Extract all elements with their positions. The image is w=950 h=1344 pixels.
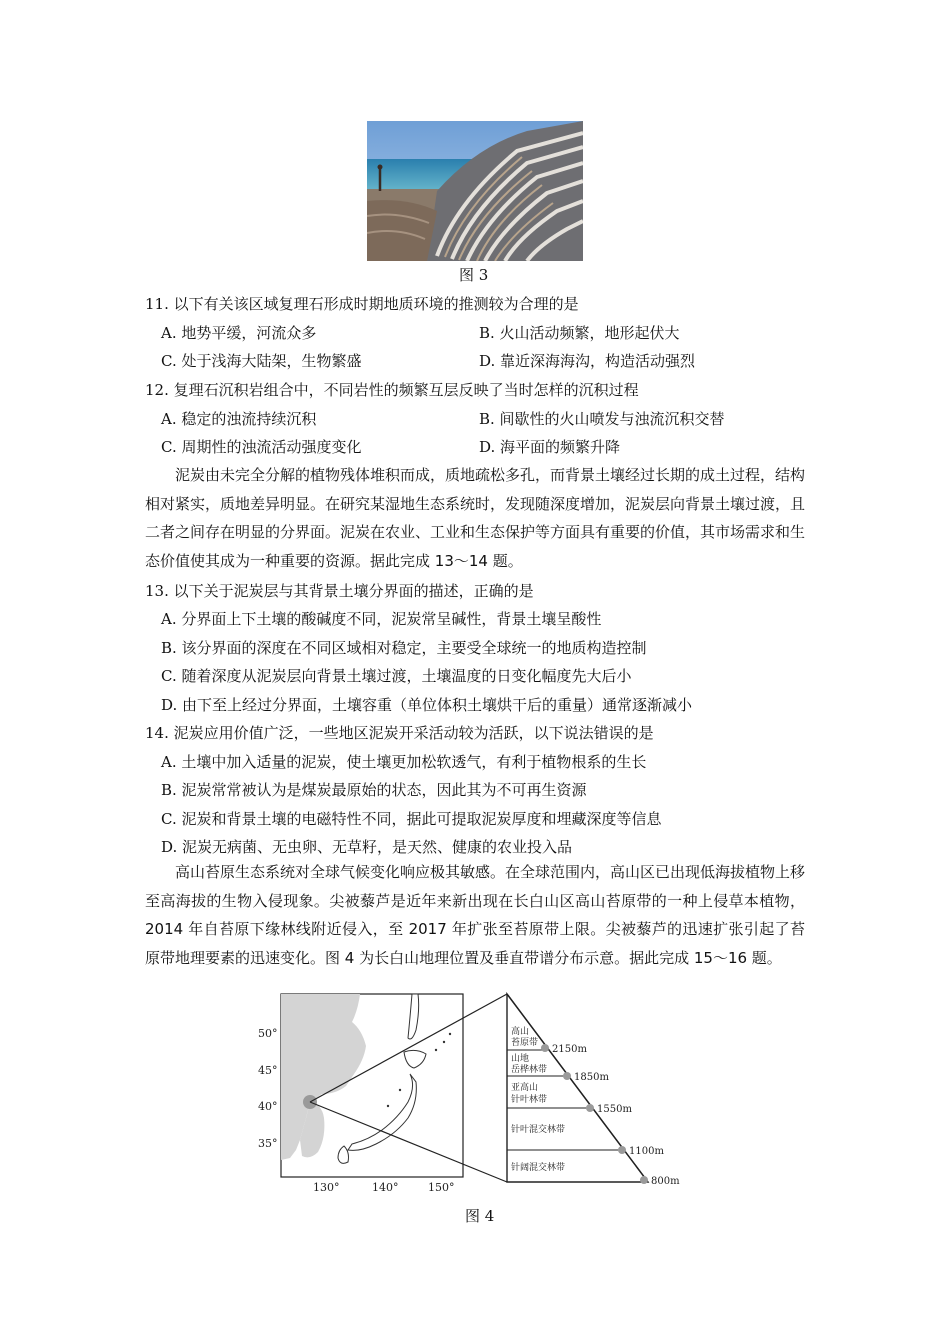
q12-stem: 12. 复理石沉积岩组合中，不同岩性的频繁互层反映了当时怎样的沉积过程	[145, 381, 639, 399]
lat-label-35: 35°	[258, 1137, 278, 1150]
q13-stem: 13. 以下关于泥炭层与其背景土壤分界面的描述，正确的是	[145, 582, 534, 600]
lat-label-45: 45°	[258, 1064, 278, 1077]
lat-label-50: 50°	[258, 1027, 278, 1040]
zone-1-line2: 苔原带	[511, 1038, 539, 1048]
q12-option-d: D. 海平面的频繁升降	[479, 438, 621, 456]
q11-option-d: D. 靠近深海海沟，构造活动强烈	[479, 352, 696, 370]
zone-2-line2: 岳桦林带	[511, 1065, 548, 1075]
q12-option-a: A. 稳定的浊流持续沉积	[161, 410, 317, 428]
zone-1-line1: 高山	[511, 1027, 530, 1037]
elev-1850: 1850m	[574, 1072, 609, 1083]
q11-option-a: A. 地势平缓，河流众多	[161, 324, 317, 342]
passage-peat: 泥炭由未完全分解的植物残体堆积而成，质地疏松多孔，而背景土壤经过长期的成土过程，结构相对紧实，质地差异明显。在研究某湿地生态系统时，发现随深度增加，泥炭层向背景土壤过渡，且二者之间存在明显的分界面。泥炭在农业、工业和生态保护等方面具有重要的价值，其市场需求和生态价值使其成为一种重要的资源。据此完成 13～14 题。	[145, 466, 806, 571]
lat-label-40: 40°	[258, 1100, 278, 1113]
q13-option-a: A. 分界面上下土壤的酸碱度不同，泥炭常呈碱性，背景土壤呈酸性	[161, 610, 602, 628]
q13-option-b: B. 该分界面的深度在不同区域相对稳定，主要受全球统一的地质构造控制	[161, 639, 647, 657]
elev-1100: 1100m	[629, 1146, 664, 1157]
figure-4	[240, 990, 710, 1200]
q14-stem: 14. 泥炭应用价值广泛，一些地区泥炭开采活动较为活跃，以下说法错误的是	[145, 724, 654, 742]
figure-3-caption: 图 3	[459, 266, 489, 284]
zone-5-name: 针阔混交林带	[511, 1163, 566, 1173]
lon-label-140: 140°	[372, 1181, 399, 1194]
figure-3-photo	[367, 121, 583, 261]
zone-3-line1: 亚高山	[511, 1083, 539, 1093]
q14-option-b: B. 泥炭常常被认为是煤炭最原始的状态，因此其为不可再生资源	[161, 781, 587, 799]
q13-option-d: D. 由下至上经过分界面，土壤容重（单位体积土壤烘干后的重量）通常逐渐减小	[161, 696, 693, 714]
q11-option-b: B. 火山活动频繁，地形起伏大	[479, 324, 680, 342]
lon-label-150: 150°	[428, 1181, 455, 1194]
zone-4-name: 针叶混交林带	[511, 1125, 566, 1135]
elev-2150: 2150m	[552, 1044, 587, 1055]
lon-label-130: 130°	[313, 1181, 340, 1194]
q13-option-c: C. 随着深度从泥炭层向背景土壤过渡，土壤温度的日变化幅度先大后小	[161, 667, 632, 685]
q11-option-c: C. 处于浅海大陆架，生物繁盛	[161, 352, 362, 370]
zone-3-line2: 针叶林带	[511, 1095, 548, 1105]
q11-stem: 11. 以下有关该区域复理石形成时期地质环境的推测较为合理的是	[145, 295, 579, 313]
q14-option-a: A. 土壤中加入适量的泥炭，使土壤更加松软透气，有利于植物根系的生长	[161, 753, 647, 771]
elev-1550: 1550m	[597, 1104, 632, 1115]
passage-alpine-tundra: 高山苔原生态系统对全球气候变化响应极其敏感。在全球范围内，高山区已出现低海拔植物上移至高海拔的生物入侵现象。尖被藜芦是近年来新出现在长白山区高山苔原带的一种上侵草本植物，2014 年自苔原下缘林线附近侵入，至 2017 年扩张至苔原带上限。尖被藜芦的迅速扩张引起了苔原带地理要素的迅速变化。图 4 为长白山地理位置及垂直带谱分布示意。据此完成 15～16 题。	[145, 863, 806, 968]
q12-option-b: B. 间歇性的火山喷发与浊流沉积交替	[479, 410, 725, 428]
q14-option-d: D. 泥炭无病菌、无虫卵、无草籽，是天然、健康的农业投入品	[161, 838, 573, 856]
q14-option-c: C. 泥炭和背景土壤的电磁特性不同，据此可提取泥炭厚度和埋藏深度等信息	[161, 810, 662, 828]
zone-2-line1: 山地	[511, 1054, 530, 1064]
figure-4-caption: 图 4	[465, 1207, 495, 1225]
elev-800: 800m	[651, 1176, 680, 1187]
q12-option-c: C. 周期性的浊流活动强度变化	[161, 438, 362, 456]
